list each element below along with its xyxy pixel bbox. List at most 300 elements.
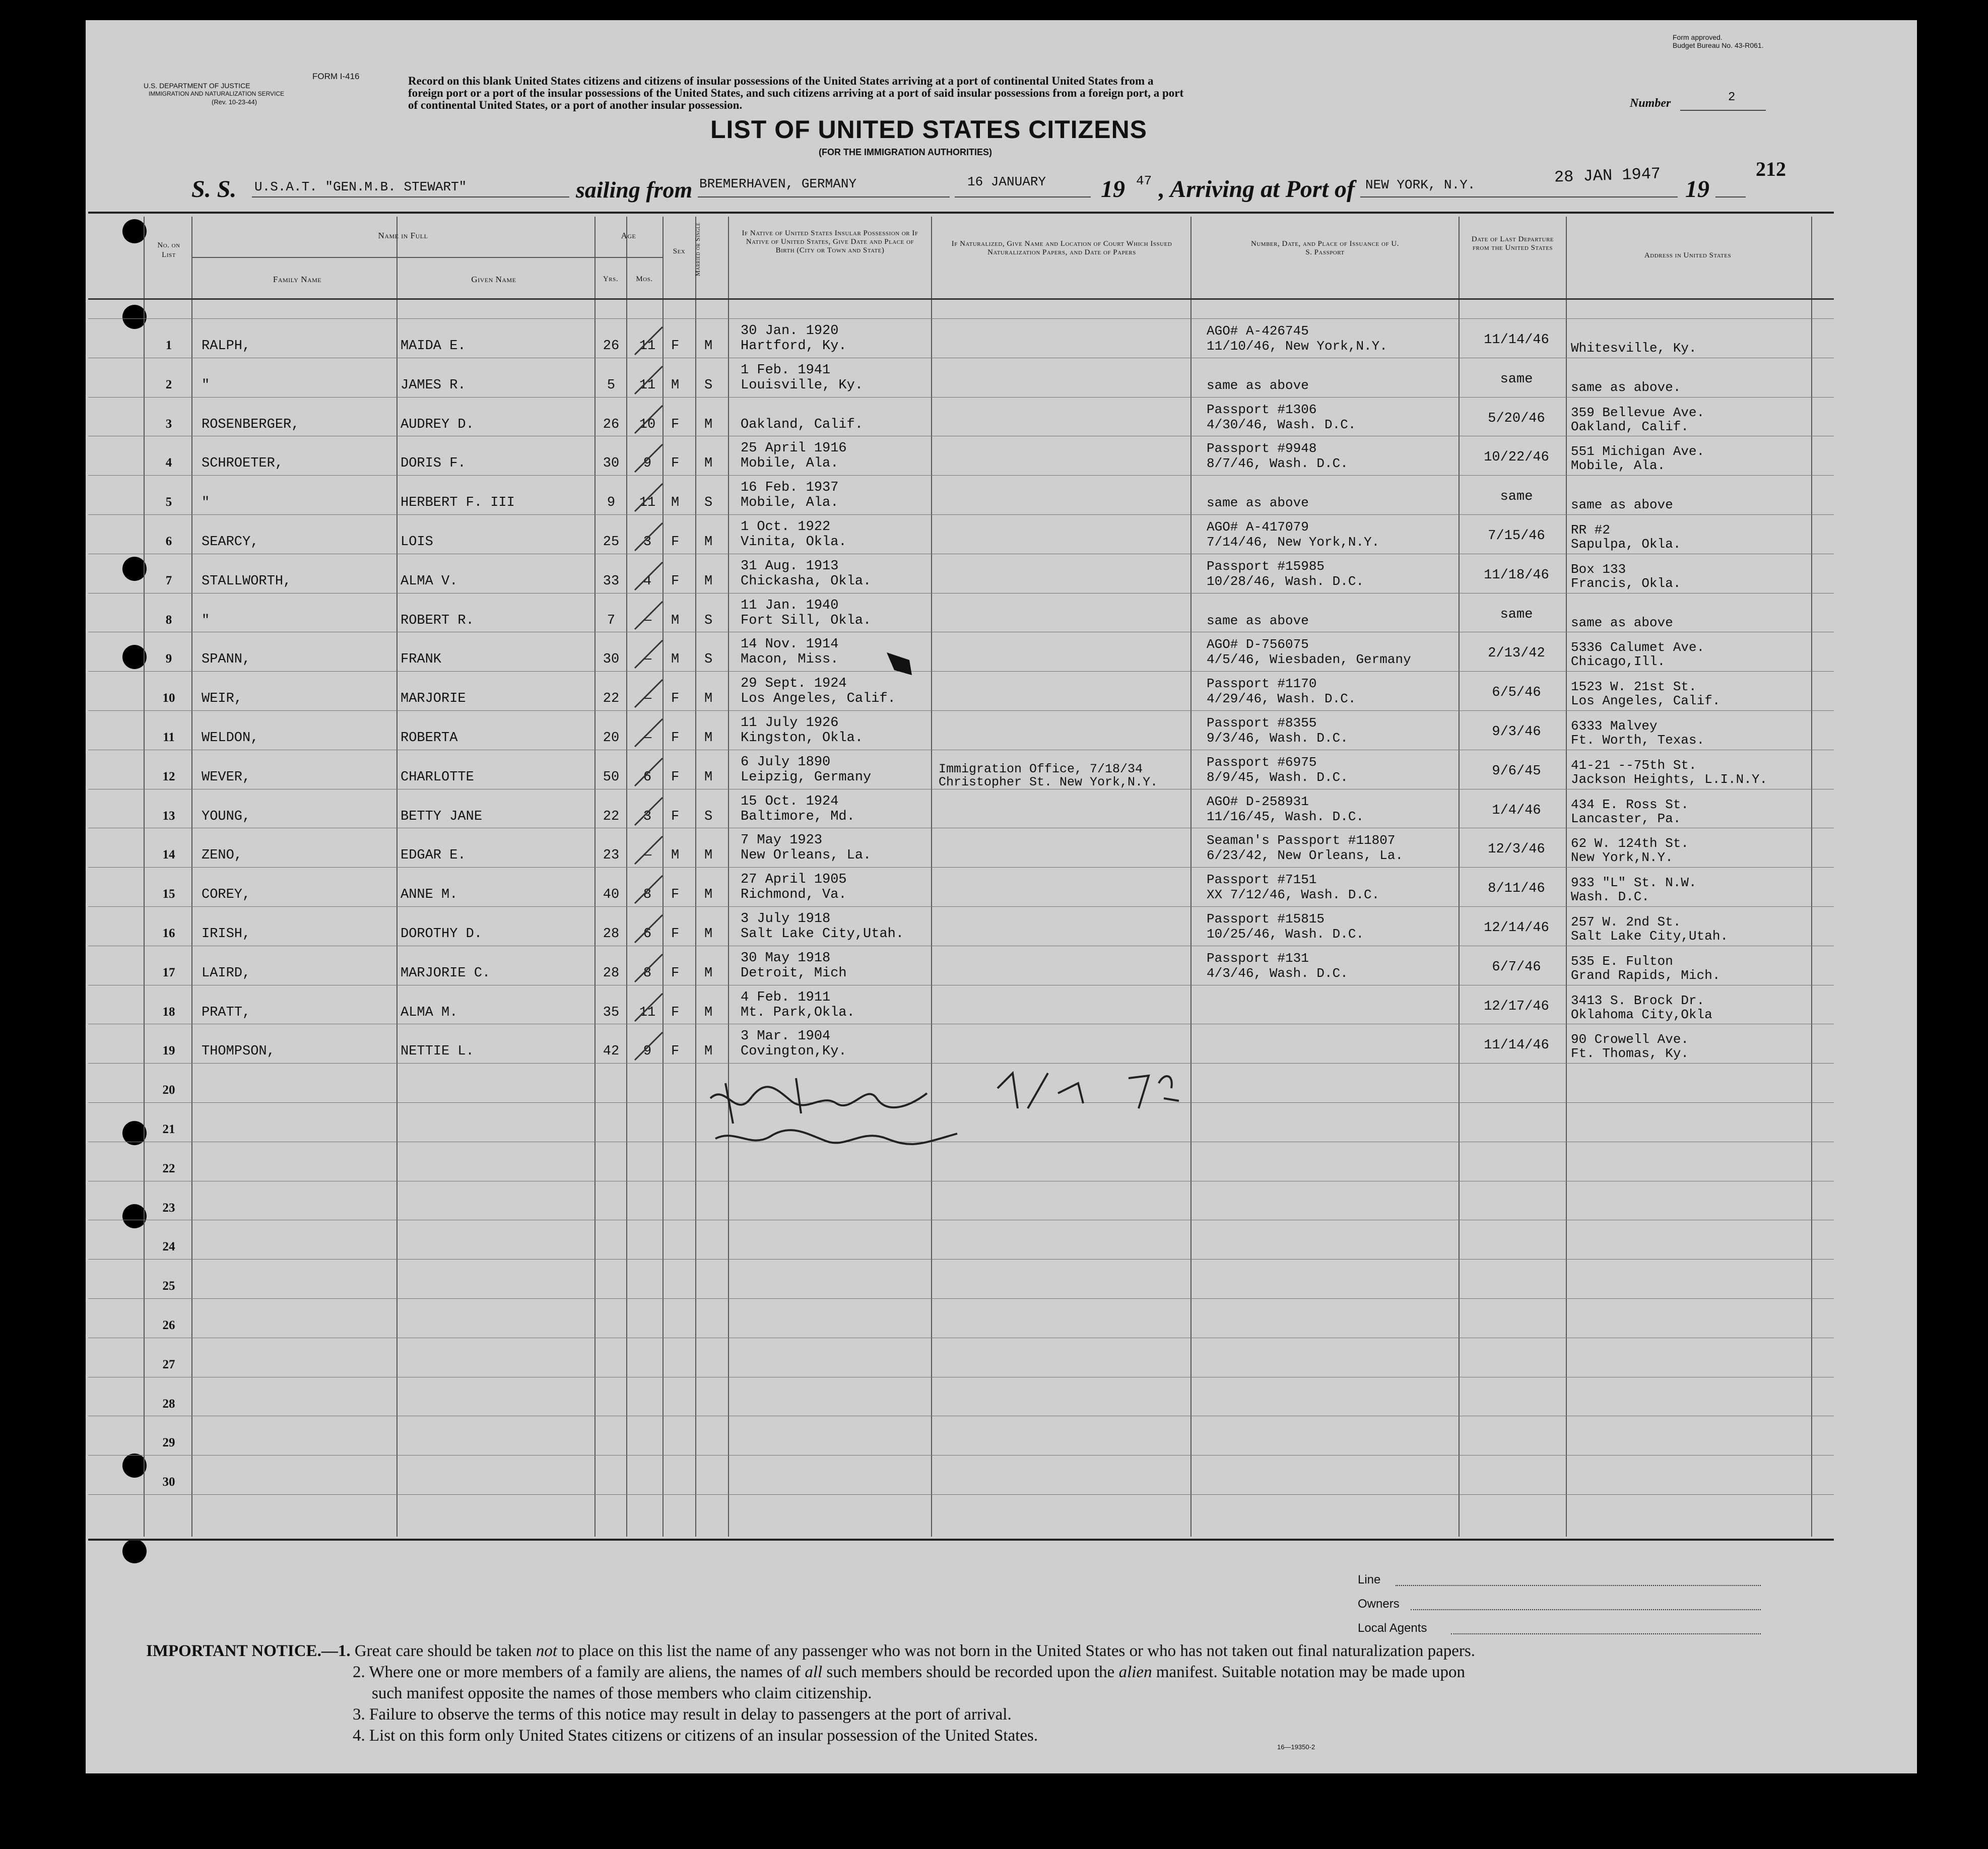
address-line-1: 41-21 --75th St. (1571, 758, 1697, 773)
page-subtitle: (FOR THE IMMIGRATION AUTHORITIES) (819, 147, 992, 157)
given-name: DOROTHY D. (401, 927, 483, 942)
address-line-2: Grand Rapids, Mich. (1571, 968, 1720, 983)
row-number: 9 (165, 652, 172, 666)
age-months: — (643, 613, 652, 628)
address-line-1: Box 133 (1571, 562, 1626, 577)
address-line-2: New York,N.Y. (1571, 850, 1673, 865)
age-months: — (643, 691, 652, 706)
row-number: 23 (162, 1201, 175, 1215)
departure-date: 1/4/46 (1492, 803, 1541, 818)
passport-issued: 4/30/46, Wash. D.C. (1207, 417, 1356, 432)
row-number: 16 (162, 927, 175, 940)
given-name: ANNE M. (401, 887, 458, 902)
birth-date: 11 Jan. 1940 (741, 598, 839, 613)
notice-2-cont: such manifest opposite the names of those members who claim citizenship. (372, 1684, 872, 1702)
age-years: 9 (607, 495, 616, 510)
departure-date: 2/13/42 (1488, 646, 1545, 661)
check-mark-icon (632, 716, 668, 752)
address-line-1: RR #2 (1571, 522, 1611, 538)
row-number: 29 (162, 1436, 175, 1449)
check-mark-icon (632, 364, 668, 399)
year-prefix: 19 (1101, 176, 1125, 203)
notice-2-a: 2. Where one or more members of a family are aliens, the names of (353, 1663, 805, 1681)
year-suffix: 47 (1136, 173, 1152, 188)
birth-date: 7 May 1923 (741, 833, 823, 848)
page-number: 212 (1756, 158, 1786, 180)
birth-place: Baltimore, Md. (741, 809, 855, 824)
check-mark-icon (632, 952, 668, 987)
address-line-2: Oakland, Calif. (1571, 419, 1689, 434)
marital-status: M (704, 535, 713, 550)
address-line-2: Los Angeles, Calif. (1571, 693, 1720, 708)
row-number: 27 (162, 1358, 175, 1371)
check-mark-icon (632, 560, 668, 595)
family-name: " (202, 378, 210, 393)
given-name: LOIS (401, 535, 433, 550)
birth-place: New Orleans, La. (741, 848, 872, 863)
given-name: ROBERT R. (401, 613, 474, 628)
family-name: SPANN, (202, 652, 251, 667)
passport-issued: same as above (1207, 495, 1309, 510)
address-line-1: 62 W. 124th St. (1571, 836, 1689, 851)
row-divider (88, 514, 1834, 515)
address-line-2: Jackson Heights, L.I.N.Y. (1571, 772, 1768, 787)
age-months: 6 (643, 770, 652, 785)
birth-date: 3 July 1918 (741, 911, 831, 927)
col-age: Age (621, 231, 636, 240)
notice-2-em2: alien (1118, 1663, 1152, 1681)
check-mark-icon (632, 599, 668, 634)
address-line-1: 6333 Malvey (1571, 718, 1658, 734)
birth-date: 30 Jan. 1920 (741, 323, 839, 339)
birth-date: 1 Oct. 1922 (741, 519, 831, 535)
notice-2 (353, 1662, 1465, 1683)
row-number: 10 (162, 691, 175, 705)
notice-1-a: Great care should be taken (354, 1642, 536, 1660)
passport-number: AGO# D-258931 (1207, 794, 1309, 809)
birth-date: 29 Sept. 1924 (741, 676, 847, 691)
passport-number: Passport #7151 (1207, 872, 1317, 887)
sex: F (671, 927, 680, 942)
age-years: 23 (603, 848, 620, 863)
check-mark-icon (632, 677, 668, 712)
row-number: 17 (162, 966, 175, 979)
check-mark-icon (632, 912, 668, 948)
address-line-2: same as above. (1571, 380, 1681, 395)
birth-place: Louisville, Ky. (741, 378, 864, 393)
row-number: 7 (165, 574, 172, 587)
age-years: 7 (607, 613, 616, 628)
age-years: 40 (603, 887, 620, 902)
passport-number: Passport #15985 (1207, 559, 1325, 574)
row-number: 20 (162, 1083, 175, 1097)
row-divider (88, 671, 1834, 672)
departure-date: 8/11/46 (1488, 881, 1545, 896)
arriving-label: , Arriving at Port of (1159, 176, 1355, 203)
notice-1-em: not (536, 1642, 558, 1660)
birth-date: 1 Feb. 1941 (741, 363, 831, 378)
passport-number: Passport #8355 (1207, 715, 1317, 731)
sex: F (671, 770, 680, 785)
birth-place: Detroit, Mich (741, 966, 847, 981)
sex: F (671, 966, 680, 981)
check-mark-icon (632, 403, 668, 438)
row-number: 5 (165, 495, 172, 509)
col-birth: If Native of United States Insular Possession or If Native of United States, Give Date and Place of Birth (City or Town and State) (742, 229, 918, 254)
budget-line-1: Form approved. (1673, 33, 1722, 41)
passport-number: Passport #1306 (1207, 402, 1317, 417)
birth-date: 15 Oct. 1924 (741, 794, 839, 809)
given-name: JAMES R. (401, 378, 466, 393)
row-number: 1 (165, 339, 172, 352)
age-months: 11 (639, 378, 656, 393)
departure-date: 10/22/46 (1484, 450, 1549, 465)
birth-place: Richmond, Va. (741, 887, 847, 902)
marital-status: M (704, 770, 713, 785)
family-name: ROSENBERGER, (202, 417, 300, 432)
row-divider (88, 867, 1834, 868)
birth-date: 6 July 1890 (741, 755, 831, 770)
birth-place: Mt. Park,Okla. (741, 1005, 855, 1020)
departure-date: 6/7/46 (1492, 960, 1541, 975)
passport-number: Passport #1170 (1207, 676, 1317, 691)
row-divider (88, 710, 1834, 711)
birth-place: Kingston, Okla. (741, 731, 864, 746)
departure-date: same (1500, 372, 1533, 387)
line-label: Line (1358, 1573, 1381, 1587)
family-name: " (202, 613, 210, 628)
birth-place: Los Angeles, Calif. (741, 691, 896, 706)
row-number: 8 (165, 613, 172, 627)
marital-status: S (704, 809, 713, 824)
col-mos: Mos. (636, 275, 653, 283)
birth-place: Mobile, Ala. (741, 495, 839, 510)
age-months: 10 (639, 417, 656, 432)
birth-date: 27 April 1905 (741, 872, 847, 887)
notice-4: 4. List on this form only United States citizens or citizens of an insular possession of the United States. (353, 1727, 1038, 1745)
age-years: 50 (603, 770, 620, 785)
marital-status: M (704, 927, 713, 942)
row-number: 30 (162, 1475, 175, 1489)
given-name: ALMA M. (401, 1005, 458, 1020)
notice-2-em: all (805, 1663, 823, 1681)
sex: M (671, 613, 680, 628)
row-number: 15 (162, 887, 175, 901)
row-number: 4 (165, 456, 172, 470)
row-number: 6 (165, 535, 172, 548)
sex: F (671, 887, 680, 902)
sex: F (671, 809, 680, 824)
passport-issued: 8/9/45, Wash. D.C. (1207, 770, 1348, 785)
passport-number: Passport #15815 (1207, 911, 1325, 927)
check-mark-icon (632, 873, 668, 908)
passport-issued: same as above (1207, 378, 1309, 393)
given-name: CHARLOTTE (401, 770, 474, 785)
instruction-line-3: of continental United States, or a port of another insular possession. (408, 99, 743, 111)
passport-number: Passport #9948 (1207, 441, 1317, 456)
instruction-line-1: Record on this blank United States citizens and citizens of insular possessions of the United States arriving at a port of continental United States from a (408, 75, 1154, 87)
birth-place: Fort Sill, Okla. (741, 613, 872, 628)
sex: F (671, 456, 680, 471)
marital-status: S (704, 495, 713, 510)
passport-issued: XX 7/12/46, Wash. D.C. (1207, 887, 1380, 902)
family-name: " (202, 495, 210, 510)
birth-date: 31 Aug. 1913 (741, 559, 839, 574)
address-line-2: Ft. Worth, Texas. (1571, 733, 1705, 748)
address-line-2: same as above (1571, 497, 1673, 512)
marital-status: M (704, 339, 713, 354)
arrival-year-prefix: 19 (1685, 176, 1709, 203)
page-title: LIST OF UNITED STATES CITIZENS (710, 115, 1148, 144)
ss-label: S. S. (191, 176, 237, 203)
ink-blot (884, 650, 914, 680)
address-line-1: 3413 S. Brock Dr. (1571, 993, 1705, 1008)
departure-date: 12/14/46 (1484, 920, 1549, 936)
age-years: 25 (603, 535, 620, 550)
passport-number: AGO# A-417079 (1207, 519, 1309, 535)
address-line-2: Chicago,Ill. (1571, 654, 1666, 669)
check-mark-icon (632, 991, 668, 1026)
notice-2-b: such members should be recorded upon the (822, 1663, 1119, 1681)
check-mark-icon (632, 442, 668, 477)
birth-place: Macon, Miss. (741, 652, 839, 667)
sex: M (671, 652, 680, 667)
col-married-single: Married or Single (694, 222, 701, 277)
address-line-1: 5336 Calumet Ave. (1571, 640, 1705, 655)
age-months: 3 (643, 809, 652, 824)
age-years: 30 (603, 456, 620, 471)
birth-place: Vinita, Okla. (741, 535, 847, 550)
birth-place: Leipzig, Germany (741, 770, 872, 785)
agency-line-1: U.S. DEPARTMENT OF JUSTICE (144, 82, 250, 90)
age-months: 11 (639, 495, 656, 510)
row-number: 26 (162, 1318, 175, 1332)
departure-date: 6/5/46 (1492, 685, 1541, 700)
marital-status: M (704, 887, 713, 902)
row-divider (88, 397, 1834, 398)
row-divider (88, 475, 1834, 476)
row-divider (88, 1494, 1834, 1495)
budget-line-2: Budget Bureau No. 43-R061. (1673, 41, 1764, 49)
family-name: SEARCY, (202, 535, 259, 550)
given-name: MARJORIE C. (401, 966, 491, 981)
row-number: 18 (162, 1005, 175, 1019)
given-name: FRANK (401, 652, 442, 667)
signature-graphic (695, 1053, 1224, 1184)
sex: M (671, 378, 680, 393)
col-address: Address in United States (1644, 251, 1732, 259)
passport-number: Passport #131 (1207, 951, 1309, 966)
ship-name: U.S.A.T. "GEN.M.B. STEWART" (254, 179, 467, 194)
age-years: 35 (603, 1005, 620, 1020)
given-name: MARJORIE (401, 691, 466, 706)
passport-issued: 7/14/46, New York,N.Y. (1207, 535, 1380, 550)
marital-status: M (704, 574, 713, 589)
departure-date: same (1500, 607, 1533, 622)
notice-2-c: manifest. Suitable notation may be made upon (1152, 1663, 1465, 1681)
sex: F (671, 1005, 680, 1020)
age-months: 9 (643, 1044, 652, 1059)
passport-issued: same as above (1207, 613, 1309, 628)
birth-date: 16 Feb. 1937 (741, 480, 839, 495)
passport-issued: 6/23/42, New Orleans, La. (1207, 848, 1404, 863)
departure-date: 11/14/46 (1484, 1038, 1549, 1053)
check-mark-icon (632, 1030, 668, 1065)
passport-issued: 11/16/45, Wash. D.C. (1207, 809, 1364, 824)
col-family-name: Family Name (273, 275, 322, 284)
passport-issued: 4/3/46, Wash. D.C. (1207, 966, 1348, 981)
birth-place: Mobile, Ala. (741, 456, 839, 471)
age-months: — (643, 731, 652, 746)
col-name-in-full: Name in Full (378, 231, 428, 240)
col-no-on-list: No. on List (157, 241, 180, 259)
row-number: 19 (162, 1044, 175, 1058)
birth-place: Chickasha, Okla. (741, 574, 872, 589)
age-years: 22 (603, 809, 620, 824)
address-line-2: same as above (1571, 615, 1673, 630)
birth-place: Oakland, Calif. (741, 417, 864, 432)
departure-date: 12/17/46 (1484, 999, 1549, 1014)
family-name: PRATT, (202, 1005, 251, 1020)
col-yrs: Yrs. (603, 275, 619, 283)
naturalization-line-2: Christopher St. New York,N.Y. (939, 775, 1158, 789)
sex: F (671, 1044, 680, 1059)
family-name: ZENO, (202, 848, 243, 863)
check-mark-icon (632, 638, 668, 673)
address-line-2: Ft. Thomas, Ky. (1571, 1046, 1689, 1061)
check-mark-icon (632, 520, 668, 556)
marital-status: M (704, 1005, 713, 1020)
naturalization-line-1: Immigration Office, 7/18/34 (939, 762, 1143, 776)
birth-date: 30 May 1918 (741, 951, 831, 966)
passport-number: Passport #6975 (1207, 755, 1317, 770)
col-sex: Sex (673, 247, 686, 255)
check-mark-icon (632, 756, 668, 791)
passport-issued: 10/28/46, Wash. D.C. (1207, 574, 1364, 589)
sex: F (671, 574, 680, 589)
row-number: 3 (165, 417, 172, 431)
sailing-date: 16 JANUARY (967, 174, 1046, 189)
marital-status: M (704, 966, 713, 981)
age-years: 20 (603, 731, 620, 746)
address-line-2: Oklahoma City,Okla (1571, 1007, 1712, 1022)
marital-status: M (704, 1044, 713, 1059)
family-name: THOMPSON, (202, 1044, 275, 1059)
row-number: 25 (162, 1279, 175, 1293)
address-line-1: 434 E. Ross St. (1571, 797, 1689, 812)
marital-status: S (704, 613, 713, 628)
row-number: 13 (162, 809, 175, 823)
departure-date: 12/3/46 (1488, 842, 1545, 857)
passport-number: Seaman's Passport #11807 (1207, 833, 1396, 848)
address-line-1: 90 Crowell Ave. (1571, 1032, 1689, 1047)
birth-place: Hartford, Ky. (741, 339, 847, 354)
birth-date: 25 April 1916 (741, 441, 847, 456)
given-name: MAIDA E. (401, 339, 466, 354)
age-years: 26 (603, 417, 620, 432)
given-name: EDGAR E. (401, 848, 466, 863)
sex: F (671, 339, 680, 354)
check-mark-icon (632, 834, 668, 869)
marital-status: S (704, 378, 713, 393)
family-name: LAIRD, (202, 966, 251, 981)
row-divider (88, 1298, 1834, 1299)
age-months: 9 (643, 456, 652, 471)
birth-date: 11 July 1926 (741, 715, 839, 731)
row-divider (88, 906, 1834, 907)
departure-date: 11/18/46 (1484, 568, 1549, 583)
family-name: IRISH, (202, 927, 251, 942)
owners-label: Owners (1358, 1597, 1400, 1611)
check-mark-icon (632, 795, 668, 830)
family-name: SCHROETER, (202, 456, 284, 471)
given-name: AUDREY D. (401, 417, 474, 432)
row-number: 24 (162, 1240, 175, 1253)
notice-1-b: to place on this list the name of any passenger who was not born in the United States or who has not taken out final naturalization papers. (557, 1642, 1475, 1660)
given-name: BETTY JANE (401, 809, 483, 824)
arrival-stamp: 28 JAN 1947 (1554, 164, 1661, 187)
marital-status: M (704, 731, 713, 746)
family-name: WEVER, (202, 770, 251, 785)
departure-date: 9/6/45 (1492, 764, 1541, 779)
departure-date: same (1500, 489, 1533, 504)
marital-status: M (704, 417, 713, 432)
marital-status: S (704, 652, 713, 667)
address-line-2: Francis, Okla. (1571, 576, 1681, 591)
age-years: 22 (603, 691, 620, 706)
address-line-1: 933 "L" St. N.W. (1571, 875, 1697, 890)
revision: (Rev. 10-23-44) (212, 98, 257, 106)
row-number: 11 (163, 731, 175, 744)
birth-place: Covington,Ky. (741, 1044, 847, 1059)
sex: F (671, 535, 680, 550)
given-name: DORIS F. (401, 456, 466, 471)
family-name: WELDON, (202, 731, 259, 746)
age-years: 28 (603, 927, 620, 942)
passport-issued: 4/29/46, Wash. D.C. (1207, 691, 1356, 706)
age-months: 4 (643, 574, 652, 589)
marital-status: M (704, 691, 713, 706)
age-months: — (643, 848, 652, 863)
age-months: 6 (643, 927, 652, 942)
passport-issued: 8/7/46, Wash. D.C. (1207, 456, 1348, 471)
departure-date: 7/15/46 (1488, 529, 1545, 544)
form-number: FORM I-416 (312, 72, 360, 81)
address-line-2: Whitesville, Ky. (1571, 341, 1697, 356)
sex: M (671, 495, 680, 510)
passport-issued: 10/25/46, Wash. D.C. (1207, 927, 1364, 942)
age-years: 33 (603, 574, 620, 589)
arrival-port: NEW YORK, N.Y. (1365, 177, 1476, 192)
col-departure: Date of Last Departure from the United States (1471, 235, 1554, 252)
family-name: YOUNG, (202, 809, 251, 824)
row-number: 28 (162, 1397, 175, 1411)
marital-status: M (704, 456, 713, 471)
departure-date: 11/14/46 (1484, 333, 1549, 348)
address-line-1: 1523 W. 21st St. (1571, 679, 1697, 694)
sailing-from: BREMERHAVEN, GERMANY (699, 176, 857, 191)
sex: F (671, 731, 680, 746)
given-name: HERBERT F. III (401, 495, 515, 510)
birth-date: 4 Feb. 1911 (741, 990, 831, 1005)
address-line-1: 359 Bellevue Ave. (1571, 405, 1705, 420)
age-years: 30 (603, 652, 620, 667)
address-line-2: Mobile, Ala. (1571, 458, 1666, 473)
passport-number: AGO# D-756075 (1207, 637, 1309, 652)
row-number: 21 (162, 1122, 175, 1136)
age-years: 5 (607, 378, 616, 393)
sex: F (671, 417, 680, 432)
